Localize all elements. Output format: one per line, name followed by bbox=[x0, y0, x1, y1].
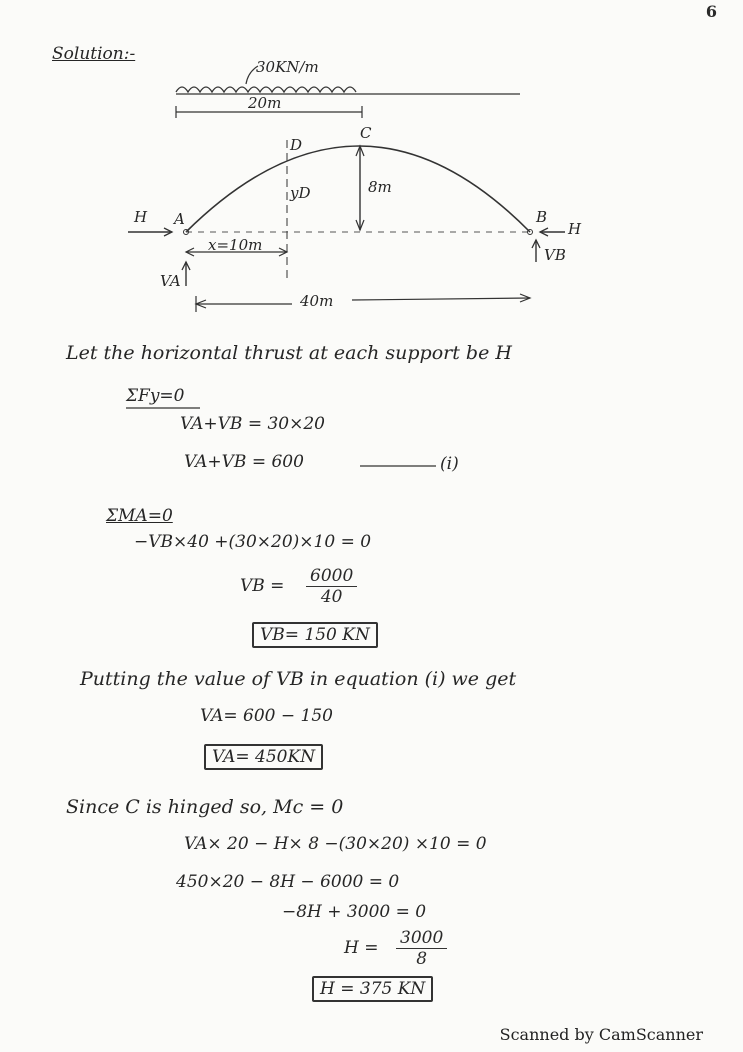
line-mc-eq: VA× 20 − H× 8 −(30×20) ×10 = 0 bbox=[184, 834, 487, 854]
udl-loops bbox=[176, 87, 356, 92]
line-thrust-statement: Let the horizontal thrust at each support be H bbox=[66, 342, 512, 364]
line-va-vb-600: VA+VB = 600 bbox=[184, 452, 304, 472]
va-label: VA bbox=[160, 272, 181, 290]
thrust-right-label: H bbox=[568, 220, 582, 238]
line-hinge-statement: Since C is hinged so, Mc = 0 bbox=[66, 796, 344, 818]
line-simplify: −8H + 3000 = 0 bbox=[282, 902, 427, 922]
point-d-label: D bbox=[290, 136, 303, 154]
h-denominator: 8 bbox=[416, 949, 428, 969]
point-b-label: B bbox=[536, 208, 548, 226]
thrust-left-label: H bbox=[134, 208, 148, 226]
line-va-vb-eq: VA+VB = 30×20 bbox=[180, 414, 325, 434]
line-substitution: 450×20 − 8H − 6000 = 0 bbox=[176, 872, 400, 892]
line-sum-ma: ΣMA=0 bbox=[106, 506, 173, 526]
h-result-box: H = 375 KN bbox=[312, 976, 433, 1002]
line-sum-fy: ΣFy=0 bbox=[126, 386, 185, 406]
rise-label: 8m bbox=[368, 178, 392, 196]
span-label: 40m bbox=[300, 292, 334, 310]
vb-denominator: 40 bbox=[320, 587, 343, 607]
point-c-label: C bbox=[360, 124, 372, 142]
vb-result-box: VB= 150 KN bbox=[252, 622, 378, 648]
line-moment-eq: −VB×40 +(30×20)×10 = 0 bbox=[134, 532, 372, 552]
vb-fraction bbox=[306, 566, 357, 607]
line-vb-lhs: VB = bbox=[240, 576, 285, 596]
line-putting-value: Putting the value of VB in equation (i) we get bbox=[80, 668, 517, 690]
va-result-box: VA= 450KN bbox=[204, 744, 323, 770]
equation-tag: (i) bbox=[440, 454, 459, 474]
h-numerator: 3000 bbox=[396, 928, 447, 949]
vb-numerator: 6000 bbox=[306, 566, 357, 587]
arch-curve bbox=[186, 146, 530, 232]
h-fraction bbox=[396, 928, 447, 969]
line-h-lhs: H = bbox=[344, 938, 379, 958]
solution-heading: Solution:- bbox=[52, 44, 136, 64]
vb-label: VB bbox=[544, 246, 566, 264]
load-label: 30KN/m bbox=[256, 58, 319, 76]
yd-label: yD bbox=[290, 184, 311, 202]
x-dist-label: x=10m bbox=[208, 236, 263, 254]
line-va-calc: VA= 600 − 150 bbox=[200, 706, 333, 726]
load-span-label: 20m bbox=[248, 94, 282, 112]
point-a-label: A bbox=[174, 210, 185, 228]
page-number: 6 bbox=[705, 2, 717, 21]
scanner-footer: Scanned by CamScanner bbox=[499, 1025, 703, 1044]
